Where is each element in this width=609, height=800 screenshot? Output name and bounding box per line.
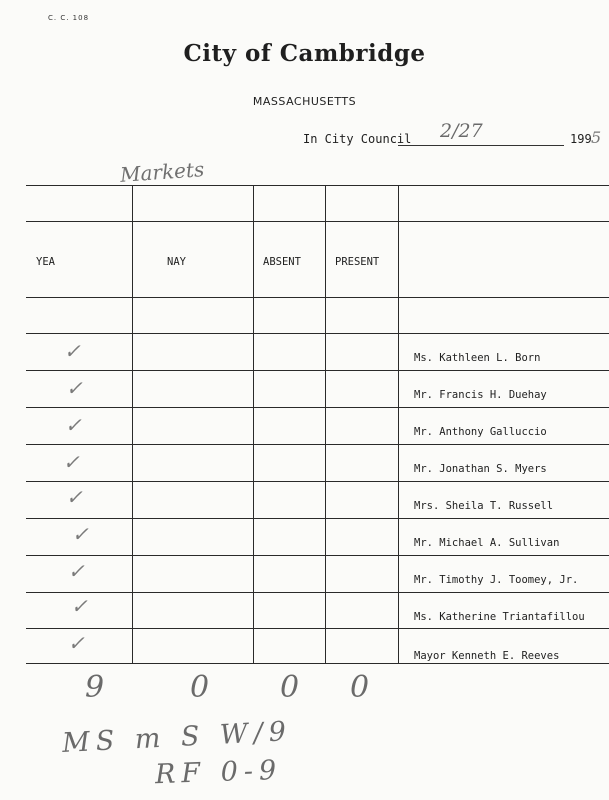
yea-check-mark: ✓ — [64, 339, 81, 363]
table-rule — [26, 628, 609, 629]
member-name: Mrs. Sheila T. Russell — [414, 500, 554, 512]
tally-yea: 9 — [85, 670, 105, 705]
table-rule — [26, 370, 609, 371]
column-header-present: PRESENT — [335, 256, 380, 268]
column-divider — [325, 185, 326, 663]
handwritten-vote-note: RF 0-9 — [154, 754, 283, 791]
council-date-handwritten: 2/27 — [440, 120, 483, 142]
table-rule — [26, 407, 609, 408]
yea-check-mark: ✓ — [65, 413, 82, 437]
table-rule — [26, 444, 609, 445]
member-name: Mr. Francis H. Duehay — [414, 389, 547, 401]
column-divider — [253, 185, 254, 663]
table-rule — [26, 297, 609, 298]
handwritten-motion-note: MS m S W/9 — [61, 716, 293, 759]
tally-nay: 0 — [190, 670, 210, 705]
table-rule — [26, 221, 609, 222]
table-rule — [26, 592, 609, 593]
member-name: Ms. Katherine Triantafillou — [414, 611, 585, 623]
yea-check-mark: ✓ — [68, 559, 85, 583]
council-label: In City Council — [303, 132, 412, 146]
member-name: Mr. Jonathan S. Myers — [414, 463, 547, 475]
table-rule — [26, 663, 609, 664]
form-code: C. C. 108 — [48, 14, 90, 22]
yea-check-mark: ✓ — [63, 450, 80, 474]
column-header-nay: NAY — [167, 256, 186, 268]
column-divider — [398, 185, 399, 663]
tally-absent: 0 — [280, 670, 300, 705]
yea-check-mark: ✓ — [66, 485, 83, 509]
member-name: Ms. Kathleen L. Born — [414, 352, 541, 364]
member-name: Mr. Michael A. Sullivan — [414, 537, 560, 549]
column-divider — [132, 185, 133, 663]
subject-handwritten: Markets — [119, 157, 205, 187]
council-date-line — [398, 145, 564, 146]
table-rule — [26, 555, 609, 556]
column-header-absent: ABSENT — [263, 256, 301, 268]
column-header-yea: YEA — [36, 256, 55, 268]
member-name: Mayor Kenneth E. Reeves — [414, 650, 560, 662]
council-year-handwritten: 5 — [591, 128, 602, 147]
state-label: MASSACHUSETTS — [252, 95, 357, 108]
table-rule — [26, 333, 609, 334]
table-rule — [26, 185, 609, 186]
yea-check-mark: ✓ — [66, 376, 83, 400]
table-rule — [26, 481, 609, 482]
yea-check-mark: ✓ — [72, 522, 89, 546]
table-rule — [26, 518, 609, 519]
yea-check-mark: ✓ — [71, 594, 88, 618]
tally-present: 0 — [350, 670, 370, 705]
council-year-printed: 199 — [570, 132, 592, 146]
member-name: Mr. Anthony Galluccio — [414, 426, 547, 438]
page-title: City of Cambridge — [183, 40, 426, 67]
member-name: Mr. Timothy J. Toomey, Jr. — [414, 574, 579, 586]
yea-check-mark: ✓ — [68, 631, 85, 655]
